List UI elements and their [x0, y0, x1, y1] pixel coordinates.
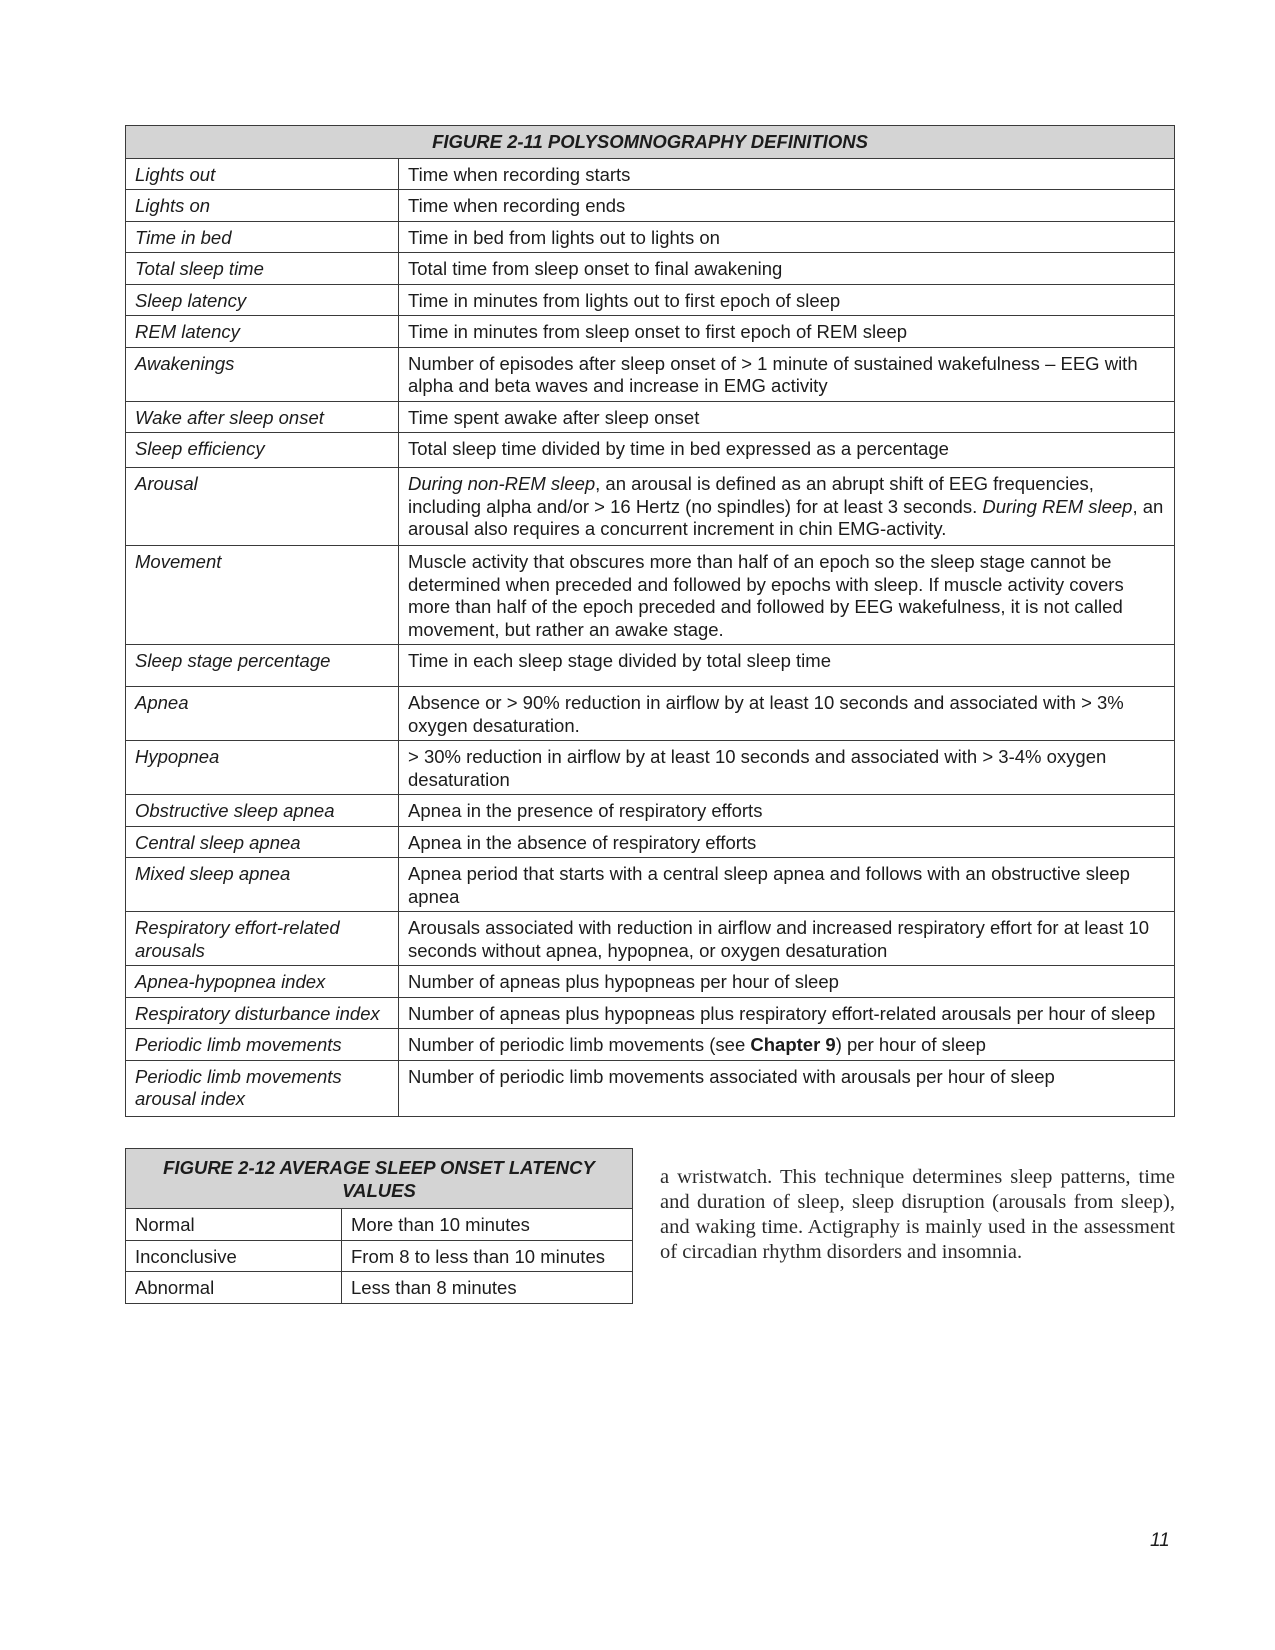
table-row [126, 284, 1175, 316]
latency-value: From 8 to less than 10 minutes [342, 1240, 633, 1272]
figure-2-11-title: FIGURE 2-11 POLYSOMNOGRAPHY DEFINITIONS [126, 126, 1175, 159]
table-row [126, 912, 1175, 966]
page-number: 11 [1150, 1530, 1170, 1551]
definition-term: Sleep latency [126, 284, 399, 316]
latency-value: More than 10 minutes [342, 1209, 633, 1241]
definition-text: Absence or > 90% reduction in airflow by at least 10 seconds and associated with > 3% oxygen desaturation. [399, 687, 1175, 741]
table-row [126, 158, 1175, 190]
definition-text: Number of apneas plus hypopneas per hour of sleep [399, 966, 1175, 998]
latency-category: Normal [126, 1209, 342, 1241]
definition-term: Respiratory disturbance index [126, 997, 399, 1029]
definition-term: Obstructive sleep apnea [126, 795, 399, 827]
definition-term: Sleep stage percentage [126, 645, 399, 687]
definition-term: Time in bed [126, 221, 399, 253]
definition-text: Time in minutes from lights out to first epoch of sleep [399, 284, 1175, 316]
definition-fragment: During REM sleep [982, 495, 1133, 517]
definition-text: Time when recording starts [399, 158, 1175, 190]
definition-text: Total sleep time divided by time in bed expressed as a percentage [399, 433, 1175, 468]
definition-fragment: Number of periodic limb movements (see [408, 1034, 751, 1055]
table-row [126, 1272, 633, 1304]
definition-term: Apnea-hypopnea index [126, 966, 399, 998]
definition-text: Arousals associated with reduction in airflow and increased respiratory effort for at least 10 seconds without apnea, hypopnea, or oxygen desaturation [399, 912, 1175, 966]
definition-text: Total time from sleep onset to final awakening [399, 253, 1175, 285]
definition-text [399, 1029, 1175, 1061]
table-row [126, 1209, 633, 1241]
figure-2-12-title: FIGURE 2-12 AVERAGE SLEEP ONSET LATENCY VALUES [126, 1149, 633, 1209]
definition-text: Muscle activity that obscures more than half of an epoch so the sleep stage cannot be determined when preceded and followed by epochs with sleep. If muscle activity covers more than half of the epoch preceded and followed by EEG wakefulness, it is not called movement, but rather an awake stage. [399, 546, 1175, 645]
table-row [126, 401, 1175, 433]
definition-term: Apnea [126, 687, 399, 741]
definition-fragment: ) per hour of sleep [835, 1034, 986, 1055]
definition-term: Movement [126, 546, 399, 645]
table-row [126, 1029, 1175, 1061]
table-row [126, 433, 1175, 468]
table-row [126, 316, 1175, 348]
definition-text: Time when recording ends [399, 190, 1175, 222]
definition-term: Periodic limb movements [126, 1029, 399, 1061]
table-row [126, 966, 1175, 998]
table-row [126, 253, 1175, 285]
table-row [126, 347, 1175, 401]
table-row [126, 741, 1175, 795]
table-row [126, 858, 1175, 912]
definition-fragment: , an arousal also requires a concurrent increment in chin EMG-activity. [408, 495, 1164, 539]
latency-category: Inconclusive [126, 1240, 342, 1272]
table-row [126, 645, 1175, 687]
definition-term: Wake after sleep onset [126, 401, 399, 433]
definition-text: Time spent awake after sleep onset [399, 401, 1175, 433]
latency-category: Abnormal [126, 1272, 342, 1304]
latency-value: Less than 8 minutes [342, 1272, 633, 1304]
definition-term: Periodic limb movements arousal index [126, 1060, 399, 1116]
definition-term: Sleep efficiency [126, 433, 399, 468]
definition-term: Respiratory effort-related arousals [126, 912, 399, 966]
definition-text: Number of episodes after sleep onset of > 1 minute of sustained wakefulness – EEG with alpha and beta waves and increase in EMG activity [399, 347, 1175, 401]
table-row [126, 795, 1175, 827]
definitions-body [126, 158, 1175, 1116]
definition-term: Lights on [126, 190, 399, 222]
definition-text [399, 468, 1175, 546]
table-row [126, 1240, 633, 1272]
figure-2-11-table [125, 125, 1175, 1117]
definition-term: Mixed sleep apnea [126, 858, 399, 912]
definition-text: Time in each sleep stage divided by total sleep time [399, 645, 1175, 687]
definition-text: Apnea in the absence of respiratory efforts [399, 826, 1175, 858]
definition-term: Lights out [126, 158, 399, 190]
body-paragraph: a wristwatch. This technique determines sleep patterns, time and duration of sleep, sleep disruption (arousals from sleep), and waking time. Actigraphy is mainly used in the assessment of circadian rhythm disorders and insomnia. [660, 1165, 1175, 1263]
definition-term: Arousal [126, 468, 399, 546]
chapter-reference: Chapter 9 [750, 1034, 836, 1055]
table-row [126, 1060, 1175, 1116]
definition-text: Number of periodic limb movements associated with arousals per hour of sleep [399, 1060, 1175, 1116]
definition-term: REM latency [126, 316, 399, 348]
table-row [126, 221, 1175, 253]
table-row [126, 468, 1175, 546]
table-row [126, 190, 1175, 222]
definition-fragment: During non-REM sleep [408, 473, 596, 494]
definition-term: Central sleep apnea [126, 826, 399, 858]
table-row [126, 546, 1175, 645]
definition-term: Awakenings [126, 347, 399, 401]
definition-text: Apnea in the presence of respiratory efforts [399, 795, 1175, 827]
figure-2-12-table [125, 1148, 633, 1304]
definition-term: Total sleep time [126, 253, 399, 285]
definition-term: Hypopnea [126, 741, 399, 795]
definition-text: Time in minutes from sleep onset to first epoch of REM sleep [399, 316, 1175, 348]
table-row [126, 687, 1175, 741]
definition-text: Apnea period that starts with a central sleep apnea and follows with an obstructive sleep apnea [399, 858, 1175, 912]
definition-text: Time in bed from lights out to lights on [399, 221, 1175, 253]
table-row [126, 826, 1175, 858]
definition-text: > 30% reduction in airflow by at least 10 seconds and associated with > 3-4% oxygen desaturation [399, 741, 1175, 795]
definition-fragment: , an arousal is defined as an abrupt shift of EEG frequencies, including alpha and/or > 16 Hertz (no spindles) for at least 3 seconds. [408, 473, 1094, 517]
definition-text: Number of apneas plus hypopneas plus respiratory effort-related arousals per hour of sleep [399, 997, 1175, 1029]
table-row [126, 997, 1175, 1029]
